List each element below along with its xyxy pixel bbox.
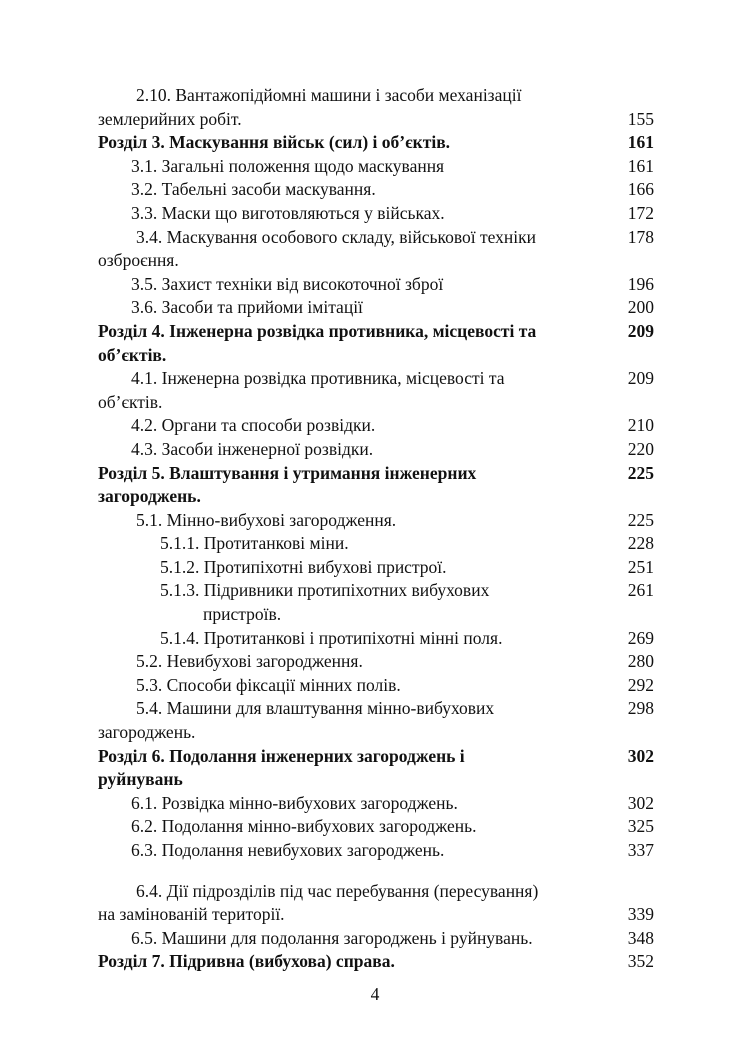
entry-title-line-2: загороджень. xyxy=(98,722,196,743)
entry-page-number: 292 xyxy=(627,674,654,695)
entry-page-number: 172 xyxy=(627,202,654,223)
entry-title-line-2: об’єктів. xyxy=(98,391,163,412)
entry-title: 5.1.1. Протитанкові міни. xyxy=(160,533,349,554)
entry-page-number: 178 xyxy=(627,226,654,247)
entry-title: 3.6. Засоби та прийоми імітації xyxy=(131,297,363,318)
toc-entry-6-5 xyxy=(98,927,654,951)
section-title-line-1: Розділ 6. Подолання інженерних загороджень і xyxy=(98,745,465,766)
entry-title: 6.5. Машини для подолання загороджень і руйнувань. xyxy=(131,927,533,948)
entry-page-number: 348 xyxy=(627,927,654,948)
entry-title: 3.2. Табельні засоби маскування. xyxy=(131,179,376,200)
entry-title-line-2: на замінованій території. xyxy=(98,904,285,925)
entry-title: 5.1.4. Протитанкові і протипіхотні мінні поля. xyxy=(160,627,503,648)
entry-page-number: 228 xyxy=(627,533,654,554)
toc-section-5 xyxy=(98,462,654,509)
entry-title: 5.1.2. Протипіхотні вибухові пристрої. xyxy=(160,556,447,577)
entry-page-number: 155 xyxy=(627,108,654,129)
entry-title-line-2: пристроїв. xyxy=(203,604,282,625)
entry-page-number: 269 xyxy=(627,627,654,648)
toc-entry-3-4 xyxy=(98,226,654,273)
section-title: Розділ 7. Підривна (вибухова) справа. xyxy=(98,951,395,972)
entry-title: 6.3. Подолання невибухових загороджень. xyxy=(131,840,445,860)
entry-page-number: 166 xyxy=(627,179,654,200)
entry-page-number: 220 xyxy=(627,438,654,459)
toc-entry-6-2 xyxy=(98,815,654,839)
entry-title: 6.2. Подолання мінно-вибухових загороджень. xyxy=(131,816,477,837)
toc-entry-3-3 xyxy=(98,202,654,226)
entry-page-number: 196 xyxy=(627,273,654,294)
toc-entry-5-1-1 xyxy=(98,532,654,556)
entry-title: 6.1. Розвідка мінно-вибухових загороджень. xyxy=(131,792,458,813)
entry-title-line-1: 5.4. Машини для влаштування мінно-вибухових xyxy=(136,698,495,719)
entry-page-number: 261 xyxy=(627,580,654,601)
toc-entry-5-1-3 xyxy=(98,579,654,626)
toc-entry-5-1-4 xyxy=(98,627,654,651)
toc-entry-4-2 xyxy=(98,414,654,438)
entry-page-number: 200 xyxy=(627,297,654,318)
entry-title-line-2: землерийних робіт. xyxy=(98,108,242,129)
entry-page-number: 337 xyxy=(627,840,654,860)
entry-page-number: 225 xyxy=(627,509,654,530)
toc-entry-4-3 xyxy=(98,438,654,462)
entry-title: 3.5. Захист техніки від високоточної зброї xyxy=(131,273,444,294)
toc-entry-6-3 xyxy=(98,839,654,863)
entry-title: 5.1. Мінно-вибухові загородження. xyxy=(136,509,397,530)
entry-page-number: 209 xyxy=(627,368,654,389)
toc-entry-5-1-2 xyxy=(98,556,654,580)
entry-page-number: 251 xyxy=(627,556,654,577)
entry-title-line-1: 2.10. Вантажопідйомні машини і засоби механізації xyxy=(136,85,522,105)
entry-page-number: 302 xyxy=(627,745,654,766)
entry-title-line-1: 4.1. Інженерна розвідка противника, місцевості та xyxy=(131,368,505,389)
entry-title: 5.2. Невибухові загородження. xyxy=(136,651,363,672)
entry-title: 3.1. Загальні положення щодо маскування xyxy=(131,155,445,176)
toc-entry-6-4 xyxy=(98,880,654,927)
toc-entry-5-3 xyxy=(98,674,654,698)
entry-title-line-1: 3.4. Маскування особового складу, військової техніки xyxy=(136,226,536,247)
toc-entry-5-1 xyxy=(98,509,654,533)
entry-page-number: 280 xyxy=(627,651,654,672)
toc-entry-3-5 xyxy=(98,273,654,297)
entry-page-number: 339 xyxy=(627,904,654,925)
toc-entry-3-2 xyxy=(98,178,654,202)
entry-page-number: 161 xyxy=(627,132,654,153)
entry-title: 4.3. Засоби інженерної розвідки. xyxy=(131,438,374,459)
entry-page-number: 325 xyxy=(627,816,654,837)
toc-entry-3-1 xyxy=(98,155,654,179)
entry-page-number: 209 xyxy=(627,320,654,341)
entry-page-number: 161 xyxy=(627,155,654,176)
entry-page-number: 352 xyxy=(627,951,654,972)
entry-title: 5.3. Способи фіксації мінних полів. xyxy=(136,674,401,695)
section-title: Розділ 3. Маскування військ (сил) і об’єктів. xyxy=(98,132,451,153)
toc-entry-5-2 xyxy=(98,650,654,674)
toc-entry-6-1 xyxy=(98,792,654,816)
table-of-contents xyxy=(98,84,654,974)
toc-section-3 xyxy=(98,131,654,155)
section-title-line-2: руйнувань xyxy=(98,769,183,790)
section-title-line-2: загороджень. xyxy=(98,486,201,507)
toc-section-7 xyxy=(98,950,654,974)
entry-page-number: 225 xyxy=(627,462,654,483)
entry-title-line-1: 6.4. Дії підрозділів під час перебування (пересування) xyxy=(136,880,539,901)
entry-title-line-1: 5.1.3. Підривники протипіхотних вибухових xyxy=(160,580,490,601)
toc-entry-4-1 xyxy=(98,367,654,414)
entry-page-number: 210 xyxy=(627,415,654,436)
toc-entry-2-10 xyxy=(98,84,654,131)
entry-title: 4.2. Органи та способи розвідки. xyxy=(131,415,376,436)
section-title-line-2: об’єктів. xyxy=(98,344,167,365)
entry-page-number: 302 xyxy=(627,792,654,813)
section-title-line-1: Розділ 5. Влаштування і утримання інженерних xyxy=(98,462,477,483)
entry-title: 3.3. Маски що виготовляються у військах. xyxy=(131,202,445,223)
entry-page-number: 298 xyxy=(627,698,654,719)
toc-entry-3-6 xyxy=(98,296,654,320)
toc-section-4 xyxy=(98,320,654,367)
entry-title-line-2: озброєння. xyxy=(98,250,179,271)
toc-section-6 xyxy=(98,745,654,792)
toc-entry-5-4 xyxy=(98,697,654,744)
section-title-line-1: Розділ 4. Інженерна розвідка противника, місцевості та xyxy=(98,320,537,341)
page-number: 4 xyxy=(370,984,380,1004)
